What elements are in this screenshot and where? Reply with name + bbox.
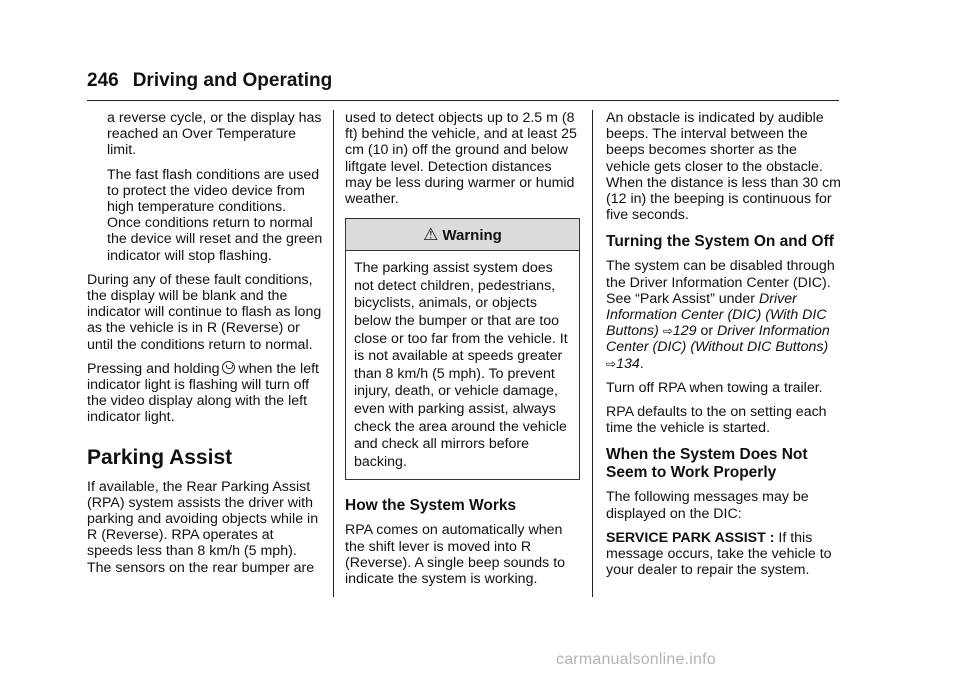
column-1 [87, 110, 323, 584]
text-segment: or [696, 323, 718, 340]
page-header [87, 70, 332, 92]
text-segment: If this message occurs, take the vehicle to your dealer to repair the system. [606, 529, 832, 579]
message-label: SERVICE PARK ASSIST : [606, 529, 775, 546]
paragraph: used to detect objects up to 2.5 m (8 ft) behind the vehicle, and at least 25 cm (10 in) off the ground and below liftgate level. Detection distances may be less during warmer or humid weather. [345, 110, 577, 208]
warning-title: Warning [442, 227, 502, 245]
column-3 [606, 110, 842, 586]
warning-box [345, 218, 580, 480]
paragraph: RPA defaults to the on setting each time the vehicle is started. [606, 404, 827, 437]
column-divider-1 [333, 110, 334, 597]
paragraph [606, 258, 842, 371]
indented-paragraph: The fast flash conditions are used to protect the video device from high temperature conditions. Once conditions return to normal the device will reset and the green indicator will stop flashing. [107, 166, 323, 264]
column-2 [345, 110, 580, 595]
page-ref-arrow-icon: ⇨ [662, 324, 673, 339]
page-number: 246 [87, 70, 119, 91]
warning-body: The parking assist system does not detect children, pedestrians, bicyclists, animals, or objects below the bumper or that are too close or too far from the vehicle. It is not available at speeds greater than 8 km/h (5 mph). To prevent injury, death, or vehicle damage, even with parking assist, always check the area around the vehicle and check all mirrors before backing. [354, 260, 568, 470]
page-reference[interactable]: 129 [672, 323, 697, 340]
paragraph: During any of these fault conditions, the display will be blank and the indicator will continue to flash as long as the vehicle is in R (Reverse) or until the conditions return to normal. [87, 271, 322, 353]
warning-triangle-icon: ⚠ [423, 225, 439, 245]
text-segment: The system can be disabled through the Driver Information Center (DIC). See “Park Assist” under [606, 258, 835, 307]
paragraph: The following messages may be displayed on the DIC: [606, 489, 809, 522]
warning-header [346, 219, 579, 251]
paragraph: An obstacle is indicated by audible beeps. The interval between the beeps becomes shorter as the vehicle gets closer to the obstacle. When the distance is less than 30 cm (12 in) the beeping is continuous for five seconds. [606, 110, 842, 224]
cross-reference-link[interactable]: Driver Information Center (DIC) (With DIC Buttons) [606, 290, 827, 340]
text-segment: Pressing and holding [87, 360, 220, 377]
watermark: carmanualsonline.info [556, 651, 716, 668]
header-rule [87, 100, 839, 101]
paragraph [87, 361, 323, 426]
camera-button-icon [222, 361, 235, 374]
section-heading: Turning the System On and Off [606, 233, 834, 251]
section-title: Driving and Operating [132, 70, 333, 91]
cross-reference-link[interactable]: Driver Information Center (DIC) (Without DIC Buttons) [606, 323, 830, 356]
page-ref-arrow-icon: ⇨ [606, 356, 617, 371]
paragraph: If available, the Rear Parking Assist (RPA) system assists the driver with parking and avoiding objects while in R (Reverse). RPA operates at speeds less than 8 km/h (5 mph). The sensors on the rear bumper are [87, 478, 319, 576]
section-heading: How the System Works [345, 497, 517, 515]
page-reference[interactable]: 134 [616, 355, 640, 372]
paragraph: Turn off RPA when towing a trailer. [606, 379, 823, 396]
text-segment: when the left indicator light is flashing will turn off the video display along with the left indicator light. [87, 360, 319, 426]
paragraph [606, 530, 842, 579]
text-segment: . [639, 355, 644, 372]
indented-paragraph: a reverse cycle, or the display has reached an Over Temperature limit. [107, 110, 322, 159]
column-divider-2 [592, 110, 593, 597]
paragraph: RPA comes on automatically when the shift lever is moved into R (Reverse). A single beep sounds to indicate the system is working. [345, 522, 566, 587]
section-heading: Parking Assist [87, 445, 233, 469]
section-heading: When the System Does Not Seem to Work Properly [606, 446, 808, 482]
